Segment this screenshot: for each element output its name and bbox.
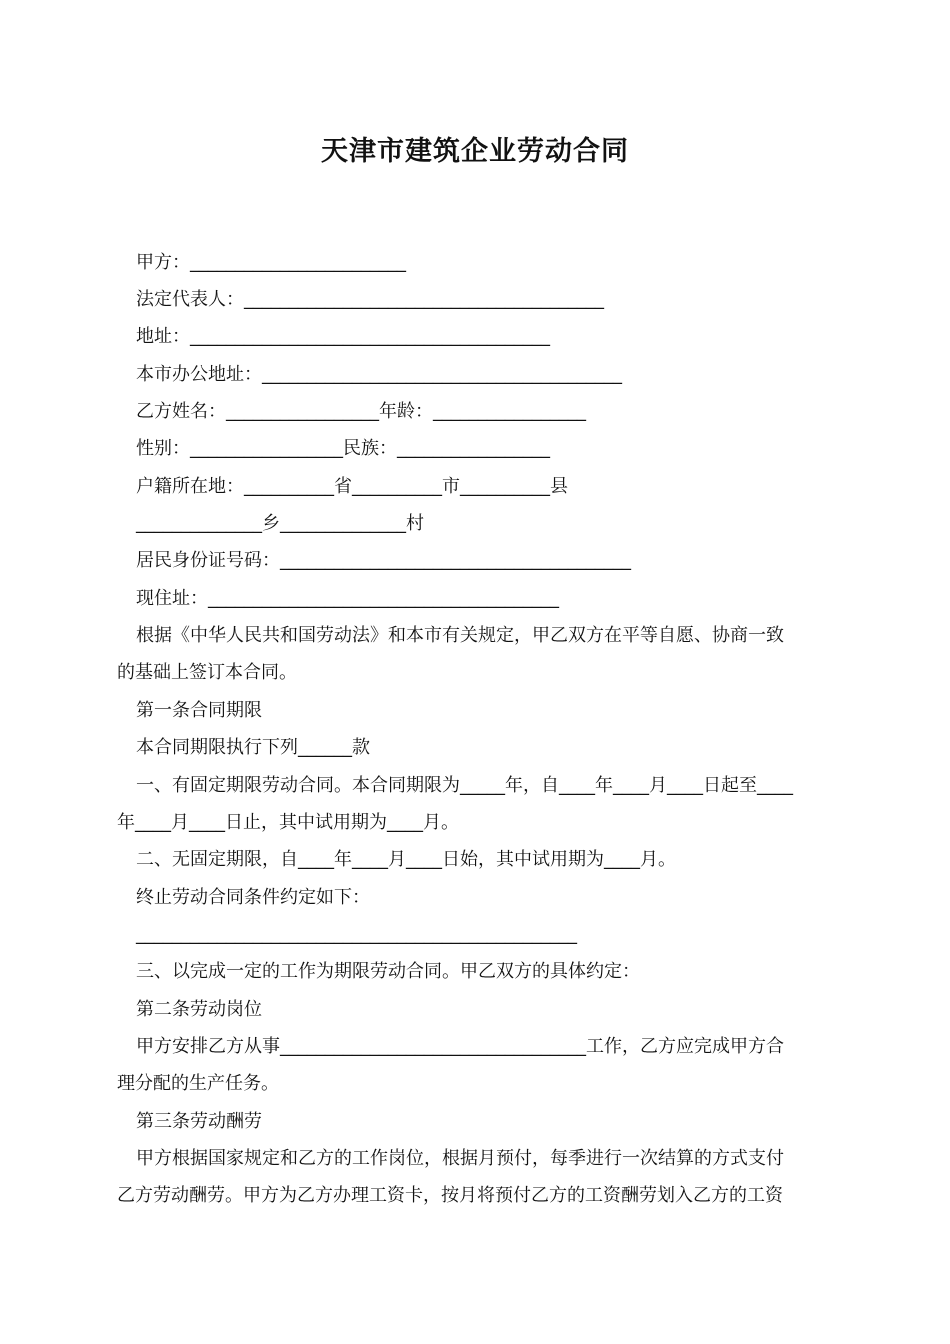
local-office-address-line: 本市办公地址：________________________________________ [136, 364, 622, 385]
township-village-line: ______________乡______________村 [136, 513, 424, 534]
termination-conditions-line: 终止劳动合同条件约定如下： [136, 887, 370, 908]
article-2-line-1: 甲方安排乙方从事__________________________________工作，乙方应完成甲方合 [136, 1036, 784, 1057]
fixed-term-line-2: 年____月____日止，其中试用期为____月。 [117, 812, 459, 833]
id-number-line: 居民身份证号码：_______________________________________ [136, 550, 631, 571]
legal-representative-line: 法定代表人：________________________________________ [136, 289, 604, 310]
document-title: 天津市建筑企业劳动合同 [321, 136, 629, 167]
article-2-line-2: 理分配的生产任务。 [117, 1073, 279, 1094]
termination-blank-line: _________________________________________________ [136, 924, 577, 945]
current-address-line: 现住址：_______________________________________ [136, 588, 559, 609]
article-3-heading: 第三条劳动酬劳 [136, 1111, 262, 1132]
preamble-line-1: 根据《中华人民共和国劳动法》和本市有关规定，甲乙双方在平等自愿、协商一致 [136, 625, 784, 646]
article-1-heading: 第一条合同期限 [136, 700, 262, 721]
party-b-name-age-line: 乙方姓名：_________________年龄：_________________ [136, 401, 586, 422]
open-ended-term-line: 二、无固定期限，自____年____月____日始，其中试用期为____月。 [136, 849, 676, 870]
gender-ethnicity-line: 性别：_________________民族：_________________ [136, 438, 550, 459]
article-2-heading: 第二条劳动岗位 [136, 999, 262, 1020]
preamble-line-2: 的基础上签订本合同。 [117, 662, 297, 683]
address-line: 地址：________________________________________ [136, 326, 550, 347]
party-a-line: 甲方：________________________ [136, 252, 406, 273]
article-3-line-1: 甲方根据国家规定和乙方的工作岗位，根据月预付，每季进行一次结算的方式支付 [136, 1148, 784, 1169]
article-1-option-line: 本合同期限执行下列______款 [136, 737, 370, 758]
article-3-line-2: 乙方劳动酬劳。甲方为乙方办理工资卡，按月将预付乙方的工资酬劳划入乙方的工资 [117, 1185, 783, 1206]
household-registration-line: 户籍所在地：__________省__________市__________县 [136, 476, 568, 497]
task-based-term-line: 三、以完成一定的工作为期限劳动合同。甲乙双方的具体约定： [136, 961, 640, 982]
fixed-term-line-1: 一、有固定期限劳动合同。本合同期限为_____年，自____年____月____日起至____ [136, 775, 793, 796]
